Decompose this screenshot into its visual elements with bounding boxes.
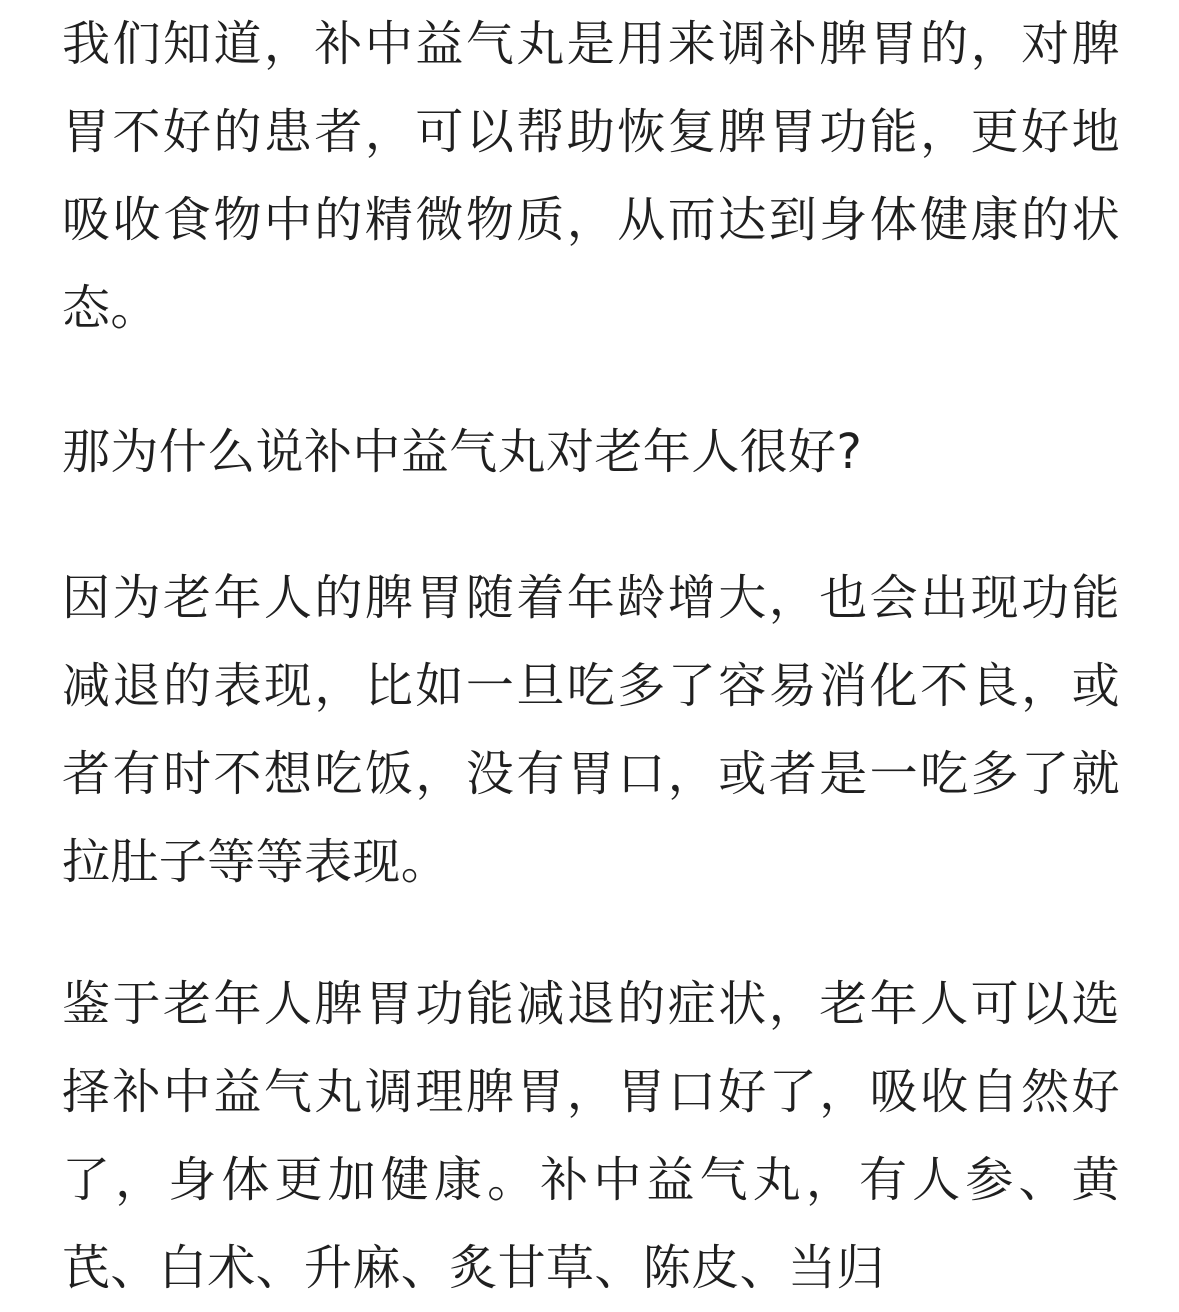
paragraph-recommendation: 鉴于老年人脾胃功能减退的症状，老年人可以选择补中益气丸调理脾胃，胃口好了，吸收自然好了，身体更加健康。补中益气丸，有人参、黄芪、白术、升麻、炙甘草、陈皮、当归 [62,976,1120,1296]
paragraph-intro: 我们知道，补中益气丸是用来调补脾胃的，对脾胃不好的患者，可以帮助恢复脾胃功能，更好地吸收食物中的精微物质，从而达到身体健康的状态。 [62,16,1120,336]
paragraph-reason: 因为老年人的脾胃随着年龄增大，也会出现功能减退的表现，比如一旦吃多了容易消化不良，或者有时不想吃饭，没有胃口，或者是一吃多了就拉肚子等等表现。 [62,570,1120,890]
paragraph-question: 那为什么说补中益气丸对老年人很好? [62,424,863,480]
